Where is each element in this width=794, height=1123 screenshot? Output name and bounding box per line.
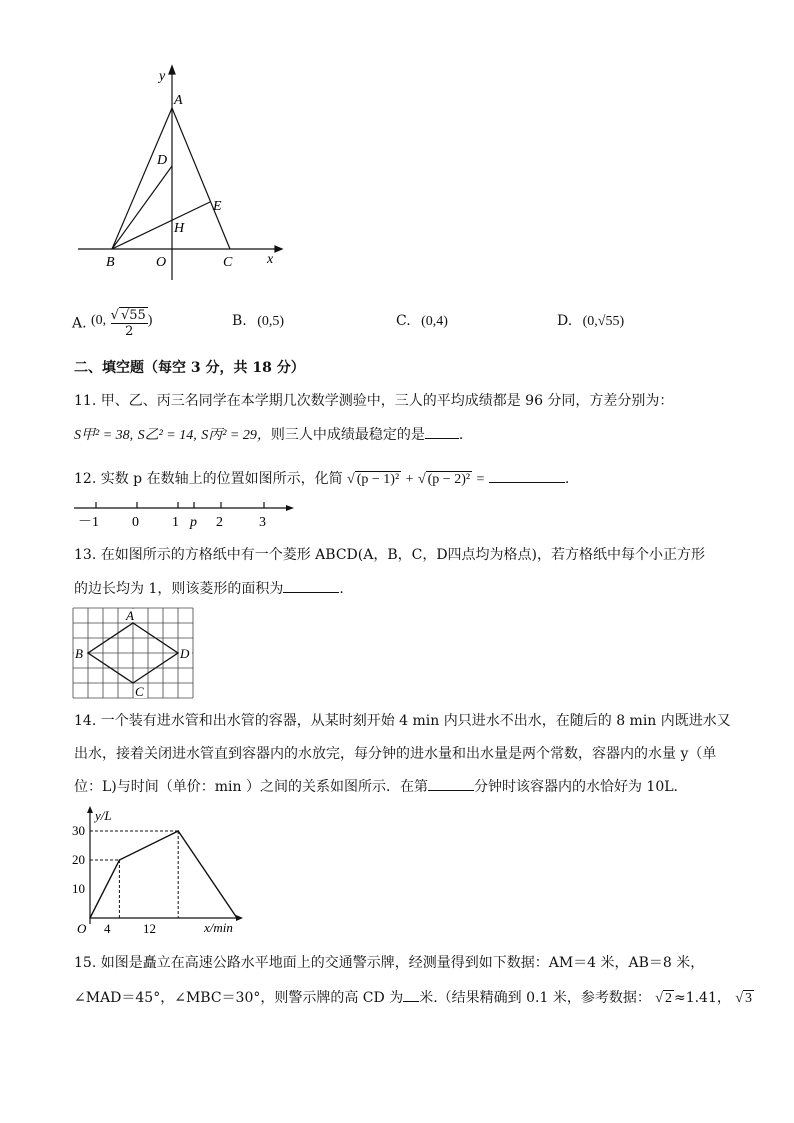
q14-line1: 14. 一个装有进水管和出水管的容器，从某时刻开始 4 min 内只进水不出水，在随后的 8 min 内既进水又 [74, 713, 731, 729]
data-point-0 [89, 917, 91, 919]
chart-ylabel: y/L [95, 808, 112, 823]
number-line-arrow [286, 505, 294, 511]
chart-ytick-30: 30 [72, 823, 85, 838]
grid-label-A: A [126, 608, 134, 623]
q11-line1: 11. 甲、乙、丙三名同学在本学期几次数学测验中，三人的平均成绩都是 96 分同，方差分别为： [74, 393, 674, 409]
number-line [70, 496, 300, 532]
q15-line2: ∠MAD＝45°，∠MBC＝30°，则警示牌的高 CD 为 米.（结果精确到 0.1 米，参考数据： √ 2 ≈1.41， √ 3 [74, 987, 754, 1009]
grid-label-C: C [135, 684, 144, 699]
data-point-1 [119, 859, 121, 861]
q14-line3: 位：L)与时间（单价：min ）之间的关系如图所示．在第 分钟时该容器内的水恰好为 10L． [74, 776, 688, 797]
tick-3: 3 [259, 515, 266, 530]
segment-BE [112, 202, 210, 249]
grid-label-B: B [75, 646, 83, 661]
series-line [90, 831, 237, 918]
q11-answer-blank[interactable] [425, 424, 459, 439]
grid-figure [70, 606, 200, 700]
chart-xlabel: x/min [204, 920, 233, 935]
x-axis-arrow [275, 246, 282, 252]
q13-line2: 的边长均为 1，则该菱形的面积为 . [74, 578, 344, 599]
label-x: x [267, 252, 274, 267]
tick-neg1: －1 [78, 515, 99, 530]
grid-label-D: D [180, 646, 190, 661]
q15-answer-blank[interactable] [403, 987, 419, 1002]
label-C: C [223, 255, 233, 270]
tick-2: 2 [216, 515, 223, 530]
label-B: B [106, 255, 115, 270]
q12-line: 12. 实数 p 在数轴上的位置如图所示，化简 √ (p − 1)² + √ (p − 2)² = . [74, 468, 569, 490]
chart-origin: O [77, 921, 87, 936]
q13-line1: 13. 在如图所示的方格纸中有一个菱形 ABCD(A，B，C，D四点均为格点)，若方格纸中每个小正方形 [74, 547, 706, 563]
option-a: A. (0, $\frac{√ √55}{2}$ ) [72, 308, 153, 339]
option-c: C. (0,4) [396, 313, 448, 329]
chart-xtick-4: 4 [104, 921, 111, 936]
q12-answer-blank[interactable] [489, 468, 565, 483]
q15-line1: 15. 如图是矗立在高速公路水平地面上的交通警示牌，经测量得到如下数据：AM＝4 米，AB＝8 米， [74, 955, 705, 971]
tick-1: 1 [172, 515, 179, 530]
water-volume-chart [70, 806, 250, 936]
chart-ytick-20: 20 [72, 852, 85, 867]
label-O: O [156, 255, 167, 270]
option-b: B. (0,5) [232, 313, 285, 329]
label-A: A [174, 93, 183, 108]
tick-0: 0 [132, 515, 139, 530]
label-y: y [159, 69, 166, 84]
label-H: H [174, 221, 185, 236]
option-d: D. (0,√55) [557, 313, 625, 329]
q11-line2: S甲² = 38, S乙² = 14, S丙² = 29，则三人中成绩最稳定的是 . [74, 424, 463, 446]
y-axis-arrow [169, 66, 175, 74]
data-point-2 [177, 830, 179, 832]
q14-line2: 出水，接着关闭进水管直到容器内的水放完，每分钟的进水量和出水量是两个常数，容器内的水量 y（单 [74, 746, 717, 762]
q14-answer-blank[interactable] [428, 776, 474, 791]
chart-ytick-10: 10 [72, 881, 85, 896]
label-E: E [213, 199, 222, 214]
chart-xtick-12: 12 [143, 921, 156, 936]
coordinate-figure [70, 60, 290, 280]
data-point-3 [236, 917, 238, 919]
q13-answer-blank[interactable] [283, 578, 339, 593]
tick-p: p [190, 515, 197, 530]
chart-y-arrow [87, 806, 93, 813]
section-heading: 二、填空题（每空 3 分，共 18 分） [74, 360, 305, 376]
label-D: D [157, 153, 168, 168]
